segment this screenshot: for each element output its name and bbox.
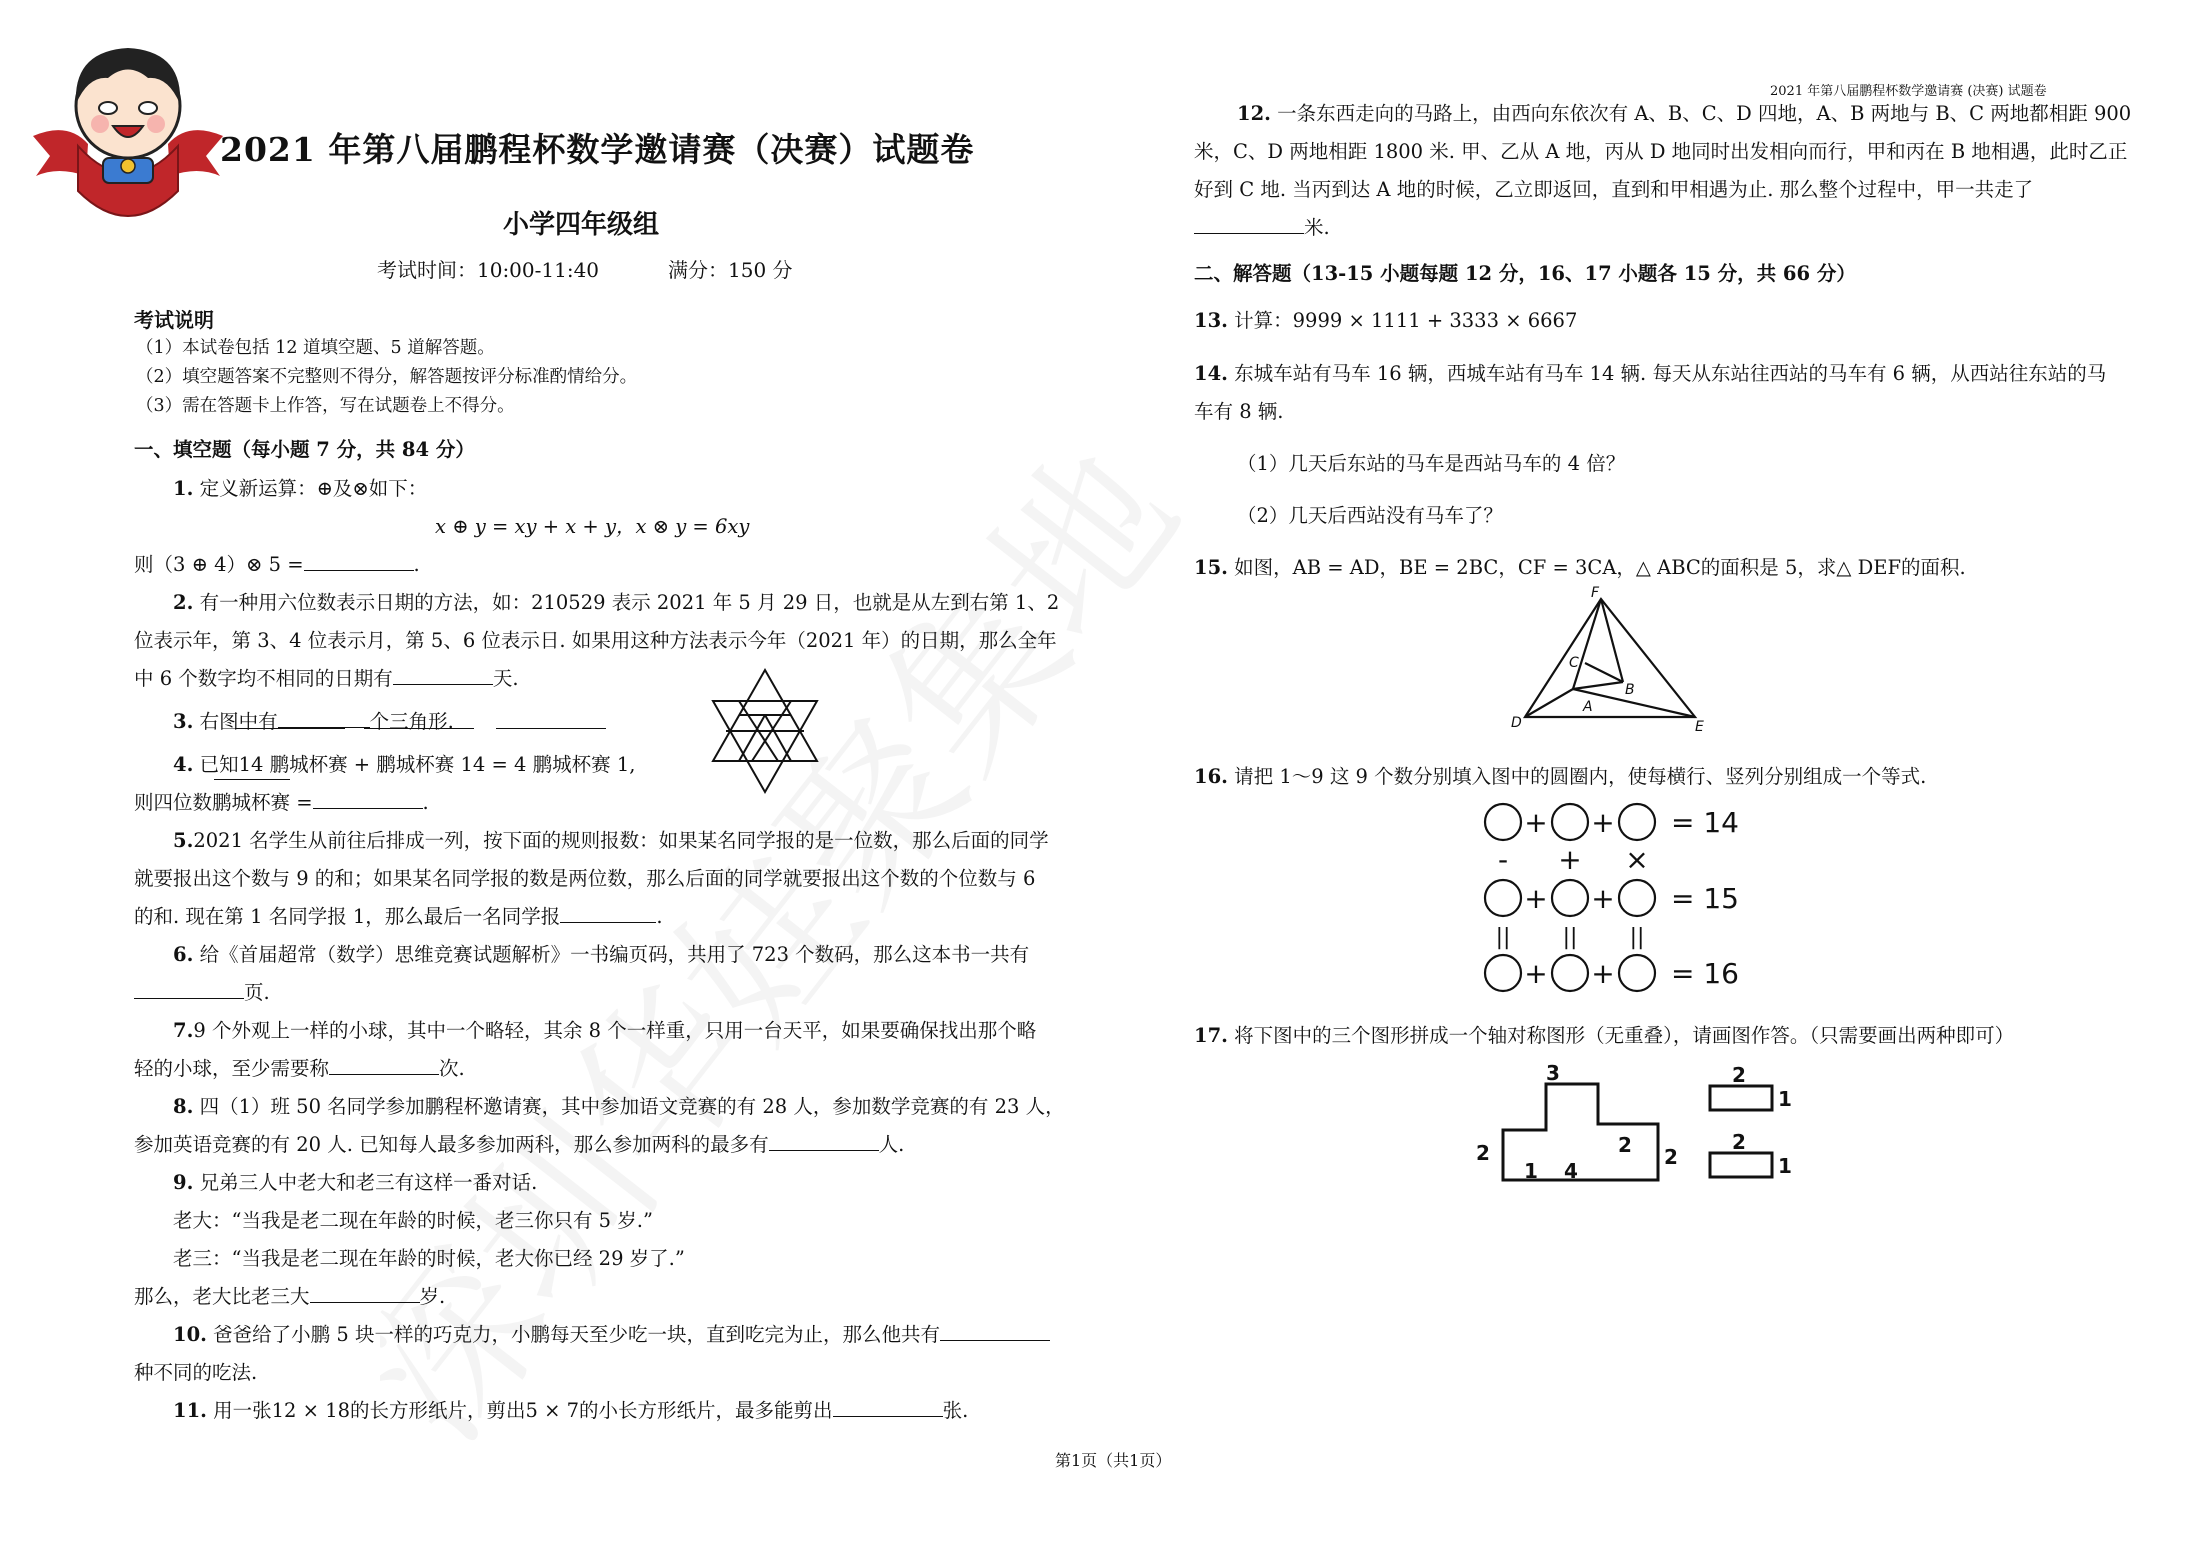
plus-operator: + (1524, 806, 1548, 839)
question-17 (1194, 1017, 2014, 1055)
question-2 (173, 584, 1059, 622)
q8-line-2-text: 参加英语竞赛的有 20 人. 已知每人最多参加两科，那么参加两科的最多有 (134, 1133, 769, 1156)
q2-line-2: 位表示年，第 3、4 位表示月，第 5、6 位表示日. 如果用这种方法表示今年（2021 年）的日期，那么全年 (134, 629, 1057, 652)
answer-blank[interactable] (833, 1396, 943, 1417)
mascot-logo (28, 26, 228, 226)
question-number: 17. (1194, 1024, 1228, 1047)
q4-line-2: 则四位数鹏城杯赛 = . (134, 784, 429, 822)
question-number: 10. (173, 1323, 207, 1346)
question-12 (1237, 95, 2131, 133)
question-text: 将下图中的三个图形拼成一个轴对称图形（无重叠），请画图作答。（只需要画出两种即可） (1234, 1024, 2015, 1047)
q14-line-2: 车有 8 辆. (1194, 400, 1284, 423)
question-number: 1. (173, 477, 194, 500)
answer-blank[interactable] (304, 550, 414, 571)
plus-operator: + (1524, 957, 1548, 990)
q8-line-2 (134, 1126, 904, 1164)
q5-line-3-text: 的和. 现在第 1 名同学报 1，那么最后一名同学报 (134, 905, 561, 928)
question-number: 3. (173, 710, 194, 733)
question-number: 13. (1194, 309, 1228, 332)
question-text: 给《首届超常（数学）思维竞赛试题解析》一书编页码，共用了 723 个数码，那么这本书一共有 (199, 943, 1030, 966)
question-text: 右图中有 (199, 710, 278, 733)
question-11 (173, 1392, 968, 1430)
q6-line-2-post: 页. (244, 981, 270, 1004)
question-3 (173, 703, 454, 741)
shapes-figure (1470, 1060, 1800, 1190)
q9-line-2: 老大：“当我是老二现在年龄的时候，老三你只有 5 岁.” (173, 1209, 653, 1232)
answer-circle[interactable] (1485, 880, 1521, 916)
question-text: 东城车站有马车 16 辆，西城车站有马车 14 辆. 每天从东站往西站的马车有 6 辆，从西站往东站的马 (1234, 362, 2107, 385)
answer-circle[interactable] (1552, 804, 1588, 840)
question-7 (173, 1012, 1036, 1050)
question-number: 7. (173, 1019, 194, 1042)
overline-3 (496, 728, 606, 729)
instruction-item: （3）需在答题卡上作答，写在试题卷上不得分。 (136, 396, 515, 416)
running-title: 2021 年第八届鹏程杯数学邀请赛 (决赛) 试题卷 (1770, 84, 2047, 99)
q7-line-2-text: 轻的小球，至少需要称 (134, 1057, 330, 1080)
question-text: 四（1）班 50 名同学参加鹏程杯邀请赛，其中参加语文竞赛的有 28 人，参加数学竞赛的有 23 人， (199, 1095, 1065, 1118)
answer-blank[interactable] (134, 978, 244, 999)
vertex-label: F (1591, 585, 1600, 601)
instruction-item: （2）填空题答案不完整则不得分，解答题按评分标准酌情给分。 (136, 367, 638, 387)
q14-sub-1: （1）几天后东站的马车是西站马车的 4 倍？ (1237, 452, 1626, 475)
question-text: 请把 1～9 这 9 个数分别填入图中的圆圈内，使每横行、竖列分别组成一个等式. (1234, 765, 1927, 788)
dim-label: 3 (1546, 1061, 1560, 1085)
dim-label: 1 (1524, 1159, 1538, 1183)
dim-label: 2 (1664, 1145, 1678, 1169)
page-title: 2021 年第八届鹏程杯数学邀请赛（决赛）试题卷 (220, 130, 975, 169)
q1-formula: x ⊕ y = xy + x + y，x ⊗ y = 6xy (435, 515, 750, 538)
question-text: 定义新运算：⊕及⊗如下： (199, 477, 428, 500)
q12-line-4-post: 米. (1304, 216, 1330, 239)
times-operator: × (1625, 843, 1649, 876)
triangle-star-figure (700, 664, 830, 814)
question-1 (173, 470, 427, 508)
answer-circle[interactable] (1485, 804, 1521, 840)
question-14 (1194, 355, 2106, 393)
group-subtitle: 小学四年级组 (503, 210, 660, 240)
dim-label: 4 (1564, 1159, 1578, 1183)
triangle-def-figure (1505, 585, 1715, 735)
answer-blank[interactable] (560, 902, 656, 923)
circle-equation-grid (1475, 796, 1775, 996)
plus-operator: + (1591, 806, 1615, 839)
plus-operator: + (1524, 882, 1548, 915)
question-text: 爸爸给了小鹏 5 块一样的巧克力，小鹏每天至少吃一块，直到吃完为止，那么他共有 (213, 1323, 940, 1346)
exam-time: 考试时间：10:00-11:40 (377, 258, 600, 282)
row-result: = 14 (1671, 806, 1739, 839)
question-number: 4. (173, 753, 194, 776)
plus-operator: + (1591, 882, 1615, 915)
q2-line-3-post: 天. (492, 667, 519, 690)
q8-line-2-post: 人. (878, 1133, 905, 1156)
question-text: 如图，AB = AD，BE = 2BC，CF = 3CA，△ ABC的面积是 5，求△ DEF的面积. (1234, 556, 1966, 579)
q1-ask: 则（3 ⊕ 4）⊗ 5 = . (134, 546, 420, 584)
q6-line-2 (134, 974, 270, 1012)
answer-blank[interactable] (278, 707, 370, 728)
dim-label: 2 (1618, 1133, 1632, 1157)
q9-line-4 (134, 1278, 445, 1316)
minus-operator: - (1497, 843, 1509, 876)
answer-blank[interactable] (940, 1320, 1050, 1341)
question-text: 用一张12 × 18的长方形纸片，剪出5 × 7的小长方形纸片，最多能剪出 (213, 1399, 833, 1422)
dim-label: 2 (1476, 1141, 1490, 1165)
answer-circle[interactable] (1485, 955, 1521, 991)
vertex-label: E (1695, 719, 1704, 735)
overline-1 (235, 728, 345, 729)
question-number: 6. (173, 943, 194, 966)
q2-line-3 (134, 660, 519, 698)
answer-circle[interactable] (1619, 804, 1655, 840)
overline-4 (214, 779, 290, 780)
question-number: 11. (173, 1399, 207, 1422)
question-number: 5. (173, 829, 194, 852)
vertex-label: C (1569, 655, 1579, 671)
plus-operator: + (1591, 957, 1615, 990)
section-2-heading: 二、解答题（13-15 小题每题 12 分，16、17 小题各 15 分，共 66 分） (1194, 262, 1856, 285)
section-1-heading: 一、填空题（每小题 7 分，共 84 分） (134, 438, 475, 461)
question-text-post: 张. (942, 1399, 969, 1422)
overline-2 (364, 728, 474, 729)
answer-blank[interactable] (329, 1054, 439, 1075)
answer-circle[interactable] (1619, 955, 1655, 991)
vertex-label: B (1625, 682, 1635, 698)
q9-line-4-text: 那么，老大比老三大 (134, 1285, 310, 1308)
question-number: 15. (1194, 556, 1228, 579)
instructions-list (136, 334, 637, 421)
equals-operator: || (1495, 925, 1511, 950)
q1-ask-text: 则（3 ⊕ 4）⊗ 5 = (134, 553, 304, 576)
question-number: 9. (173, 1171, 194, 1194)
instructions-heading: 考试说明 (134, 308, 214, 332)
dim-label: 1 (1778, 1154, 1792, 1178)
dim-label: 1 (1778, 1087, 1792, 1111)
answer-blank[interactable] (310, 1282, 420, 1303)
question-10 (173, 1316, 1050, 1354)
answer-blank[interactable] (1194, 213, 1304, 234)
q12-line-3: 好到 C 地. 当丙到达 A 地的时候，乙立即返回，直到和甲相遇为止. 那么整个过程中，甲一共走了 (1194, 178, 2034, 201)
question-text: 一条东西走向的马路上，由西向东依次有 A、B、C、D 四地，A、B 两地与 B、C 两地都相距 900 (1277, 102, 2132, 125)
answer-blank[interactable] (769, 1130, 879, 1151)
question-6 (173, 936, 1029, 974)
question-13 (1194, 302, 1577, 340)
q10-line-2: 种不同的吃法. (134, 1361, 258, 1384)
page-footer: 第1页（共1页） (1055, 1451, 1172, 1470)
q12-line-2: 米，C、D 两地相距 1800 米. 甲、乙从 A 地，丙从 D 地同时出发相向而行，甲和丙在 B 地相遇，此时乙正 (1194, 140, 2128, 163)
question-text: 计算：9999 × 1111 + 3333 × 6667 (1234, 309, 1578, 332)
vertex-label: D (1511, 715, 1522, 731)
question-number: 14. (1194, 362, 1228, 385)
question-8 (173, 1088, 1065, 1126)
question-text: 已知14 鹏城杯赛 + 鹏城杯赛 14 = 4 鹏城杯赛 1, (199, 753, 636, 776)
q5-line-2: 就要报出这个数与 9 的和；如果某名同学报的数是两位数，那么后面的同学就要报出这个数的个位数与 6 (134, 867, 1036, 890)
question-text: 兄弟三人中老大和老三有这样一番对话. (199, 1171, 538, 1194)
question-number: 2. (173, 591, 194, 614)
q9-line-3: 老三：“当我是老二现在年龄的时候，老大你已经 29 岁了.” (173, 1247, 685, 1270)
equals-operator: || (1562, 925, 1578, 950)
answer-circle[interactable] (1619, 880, 1655, 916)
q12-line-4 (1194, 209, 1330, 247)
question-16 (1194, 758, 1926, 796)
dim-label: 2 (1732, 1063, 1746, 1087)
question-number: 16. (1194, 765, 1228, 788)
question-number: 8. (173, 1095, 194, 1118)
dim-label: 2 (1732, 1130, 1746, 1154)
equals-operator: || (1629, 925, 1645, 950)
q5-line-3: 的和. 现在第 1 名同学报 1，那么最后一名同学报 . (134, 898, 663, 936)
row-result: = 16 (1671, 957, 1739, 990)
answer-circle[interactable] (1552, 880, 1588, 916)
plus-operator: + (1558, 843, 1582, 876)
question-text: 9 个外观上一样的小球，其中一个略轻，其余 8 个一样重，只用一台天平，如果要确保找出那个略 (193, 1019, 1037, 1042)
question-text: 2021 名学生从前往后排成一列，按下面的规则报数：如果某名同学报的是一位数，那么后面的同学 (193, 829, 1049, 852)
q7-line-2 (134, 1050, 465, 1088)
question-number: 12. (1237, 102, 1271, 125)
question-9 (173, 1164, 537, 1202)
answer-blank[interactable] (313, 788, 423, 809)
q2-line-3-text: 中 6 个数字均不相同的日期有 (134, 667, 393, 690)
q7-line-2-post: 次. (439, 1057, 465, 1080)
q9-line-4-post: 岁. (419, 1285, 446, 1308)
question-text-post: 个三角形. (369, 710, 454, 733)
answer-circle[interactable] (1552, 955, 1588, 991)
question-text: 有一种用六位数表示日期的方法，如：210529 表示 2021 年 5 月 29 日，也就是从左到右第 1、2 (199, 591, 1060, 614)
question-5 (173, 822, 1049, 860)
instruction-item: （1）本试卷包括 12 道填空题、5 道解答题。 (136, 338, 495, 358)
q14-sub-2: （2）几天后西站没有马车了？ (1237, 504, 1503, 527)
vertex-label: A (1583, 699, 1593, 715)
question-15 (1194, 549, 1966, 587)
answer-blank[interactable] (393, 664, 493, 685)
q4-line-2-text: 则四位数鹏城杯赛 = (134, 791, 313, 814)
row-result: = 15 (1671, 882, 1739, 915)
full-score: 满分：150 分 (668, 258, 793, 282)
